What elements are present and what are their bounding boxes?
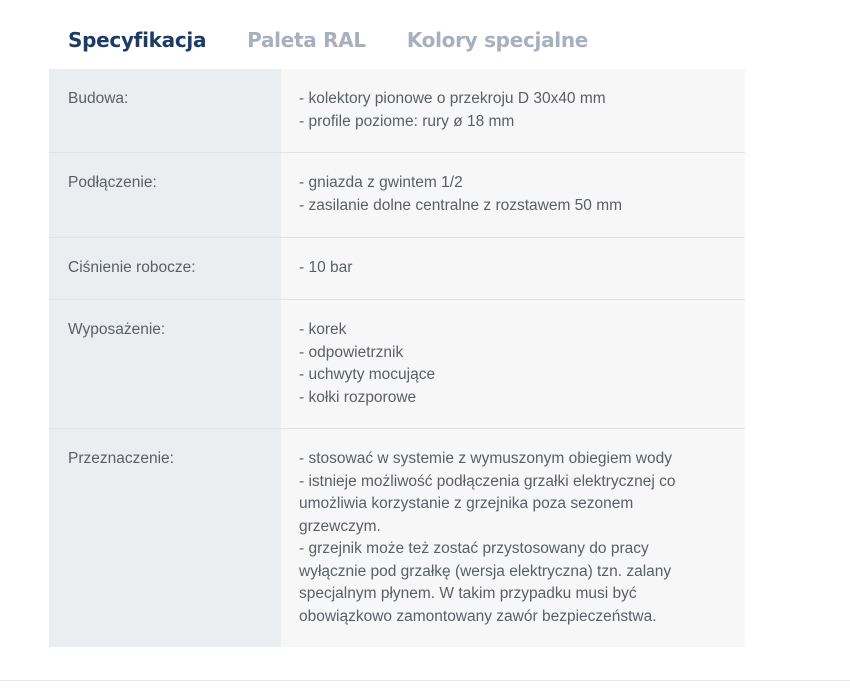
spec-value: [281, 238, 745, 299]
tab-specyfikacja[interactable]: Specyfikacja: [68, 28, 207, 52]
spec-row-przeznaczenie: [49, 429, 745, 647]
tab-kolory-specjalne[interactable]: Kolory specjalne: [406, 28, 589, 52]
spec-value-line: - uchwyty mocujące: [299, 366, 436, 383]
spec-value-line: obowiązkowo zamontowany zawór bezpieczeństwa.: [299, 607, 657, 625]
spec-value-line: - kołki rozporowe: [299, 388, 417, 406]
spec-value-line: - istnieje możliwość podłączenia grzałki elektrycznej co: [299, 472, 676, 490]
spec-label: Ciśnienie robocze:: [49, 238, 281, 299]
spec-value-line: - profile poziome: rury ø 18 mm: [299, 112, 515, 130]
spec-label: Podłączenie:: [49, 153, 281, 237]
tab-bar: [68, 26, 588, 56]
spec-value-line: - 10 bar: [299, 259, 353, 276]
spec-value-line: wyłącznie pod grzałkę (wersja elektryczna) tzn. zalany: [299, 562, 672, 580]
spec-value-line: - korek: [299, 321, 347, 338]
spec-table: [49, 69, 745, 647]
spec-value: [281, 429, 745, 647]
spec-value-line: - gniazda z gwintem 1/2: [299, 174, 463, 191]
spec-row-budowa: [49, 69, 745, 153]
spec-value-line: grzewczym.: [299, 517, 381, 535]
spec-value: [281, 300, 745, 428]
spec-value-line: - zasilanie dolne centralne z rozstawem 50 mm: [299, 196, 623, 214]
spec-value: [281, 69, 745, 152]
tab-paleta-ral[interactable]: Paleta RAL: [247, 28, 366, 52]
spec-row-wyposazenie: [49, 300, 745, 429]
spec-value-line: specjalnym płynem. W takim przypadku musi być: [299, 585, 637, 602]
spec-label: Przeznaczenie:: [49, 429, 281, 647]
bottom-divider: [0, 680, 850, 681]
spec-value-line: - kolektory pionowe o przekroju D 30x40 mm: [299, 90, 606, 107]
spec-label: Wyposażenie:: [49, 300, 281, 428]
spec-value-line: - grzejnik może też zostać przystosowany do pracy: [299, 540, 649, 557]
spec-value-line: umożliwia korzystanie z grzejnika poza sezonem: [299, 495, 634, 512]
spec-row-podlaczenie: [49, 153, 745, 238]
spec-label: Budowa:: [49, 69, 281, 152]
spec-value-line: - stosować w systemie z wymuszonym obiegiem wody: [299, 450, 672, 467]
spec-value: [281, 153, 745, 237]
spec-value-line: - odpowietrznik: [299, 343, 404, 361]
spec-row-cisnienie: [49, 238, 745, 300]
